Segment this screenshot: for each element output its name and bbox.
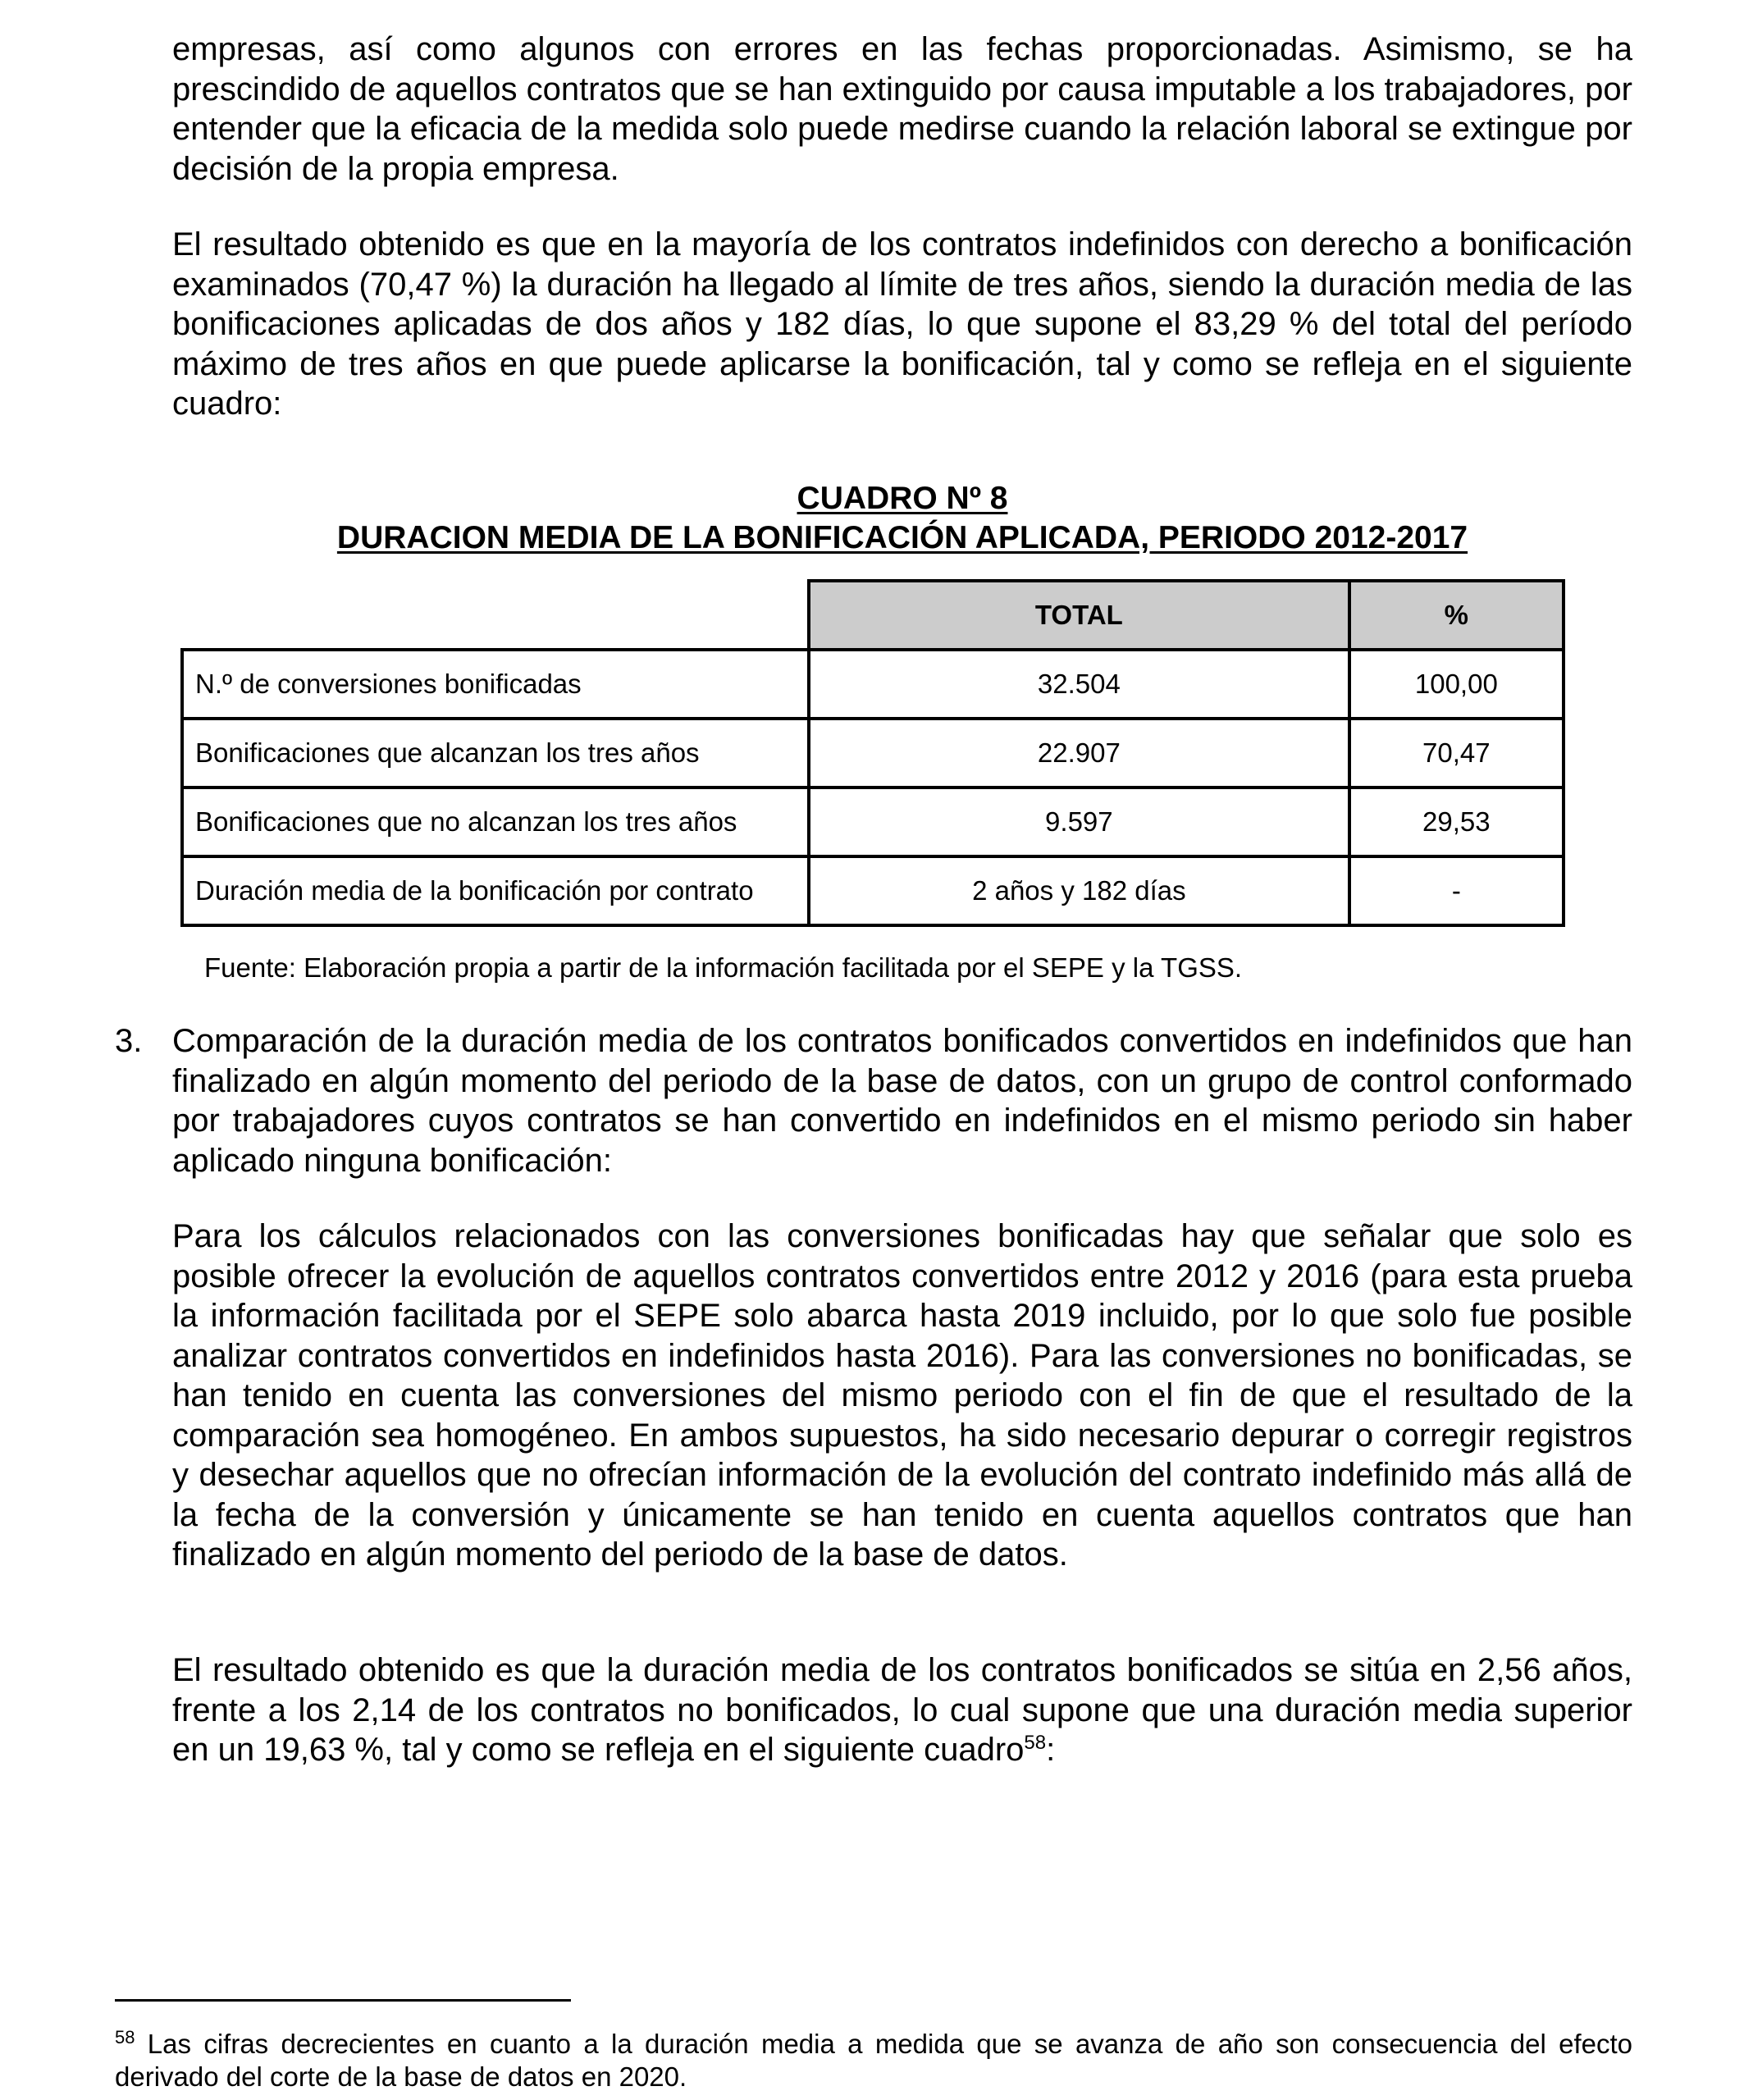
- table-row-label: Bonificaciones que no alcanzan los tres años: [182, 788, 809, 856]
- table-title-number: CUADRO Nº 8: [797, 481, 1008, 516]
- table-row-percent: -: [1349, 856, 1564, 925]
- table-title: [172, 479, 1632, 558]
- table-header-empty-cell: [182, 581, 809, 650]
- paragraph-end-punctuation: :: [1046, 1732, 1056, 1768]
- list-item-number: 3.: [115, 1023, 143, 1059]
- table-header-percent: %: [1349, 581, 1564, 650]
- table-row-percent: 70,47: [1349, 719, 1564, 788]
- footnote-divider: [115, 1999, 571, 2002]
- table-row: [182, 650, 1564, 719]
- table-row: [182, 856, 1564, 925]
- paragraph-result-comparison: [172, 1650, 1632, 1770]
- table-header-total: TOTAL: [809, 581, 1349, 650]
- table-row-label: Bonificaciones que alcanzan los tres años: [182, 719, 809, 788]
- table-row-percent: 29,53: [1349, 788, 1564, 856]
- footnote-reference[interactable]: 58: [1024, 1732, 1047, 1754]
- table-row-total: 22.907: [809, 719, 1349, 788]
- table-header-row: [182, 581, 1564, 650]
- duration-table: [180, 579, 1565, 927]
- paragraph-result-comparison-text: El resultado obtenido es que la duración media de los contratos bonificados se sitúa en 2,56 años, frente a los 2,14 de los contratos no bonificados, lo cual supone que una duración media superior en un 19,63 %, tal y como se refleja en el siguiente cuadro: [172, 1652, 1632, 1768]
- table-title-description: DURACION MEDIA DE LA BONIFICACIÓN APLICADA, PERIODO 2012-2017: [336, 520, 1468, 555]
- table-row: [182, 719, 1564, 788]
- paragraph-result-duration: El resultado obtenido es que en la mayoría de los contratos indefinidos con derecho a bonificación examinados (70,47 %) la duración ha llegado al límite de tres años, siendo la duración media de las bonificaciones aplicadas de dos años y 182 días, lo que supone el 83,29 % del total del período máximo de tres años en que puede aplicarse la bonificación, tal y como se refleja en el siguiente cuadro:: [172, 226, 1632, 422]
- footnote-text: Las cifras decrecientes en cuanto a la duración media a medida que se avanza de año son consecuencia del efecto derivado del corte de la base de datos en 2020.: [115, 2029, 1632, 2092]
- table-row: [182, 788, 1564, 856]
- paragraph-comparison: Comparación de la duración media de los contratos bonificados convertidos en indefinidos que han finalizado en algún momento del periodo de la base de datos, con un grupo de control conformado por trabajadores cuyos contratos se han convertido en indefinidos en el mismo periodo sin haber aplicado ninguna bonificación:: [172, 1023, 1632, 1179]
- table-row-total: 32.504: [809, 650, 1349, 719]
- footnote: [115, 2028, 1632, 2093]
- table-row-label: N.º de conversiones bonificadas: [182, 650, 809, 719]
- table-row-percent: 100,00: [1349, 650, 1564, 719]
- table-row-total: 2 años y 182 días: [809, 856, 1349, 925]
- footnote-number: 58: [115, 2027, 135, 2048]
- table-source-note: Fuente: Elaboración propia a partir de la información facilitada por el SEPE y la TGSS.: [204, 952, 1243, 983]
- paragraph-intro: empresas, así como algunos con errores en las fechas proporcionadas. Asimismo, se ha prescindido de aquellos contratos que se han extinguido por causa imputable a los trabajadores, por entender que la eficacia de la medida solo puede medirse cuando la relación laboral se extingue por decisión de la propia empresa.: [172, 31, 1632, 187]
- table-row-label: Duración media de la bonificación por contrato: [182, 856, 809, 925]
- table-row-total: 9.597: [809, 788, 1349, 856]
- paragraph-calculations: Para los cálculos relacionados con las conversiones bonificadas hay que señalar que solo es posible ofrecer la evolución de aquellos contratos convertidos entre 2012 y 2016 (para esta prueba la información facilitada por el SEPE solo abarca hasta 2019 incluido, por lo que solo fue posible analizar contratos convertidos en indefinidos hasta 2016). Para las conversiones no bonificadas, se han tenido en cuenta las conversiones del mismo periodo con el fin de que el resultado de la comparación sea homogéneo. En ambos supuestos, ha sido necesario depurar o corregir registros y desechar aquellos que no ofrecían información de la evolución del contrato indefinido más allá de la fecha de la conversión y únicamente se han tenido en cuenta aquellos contratos que han finalizado en algún momento del periodo de la base de datos.: [172, 1218, 1632, 1573]
